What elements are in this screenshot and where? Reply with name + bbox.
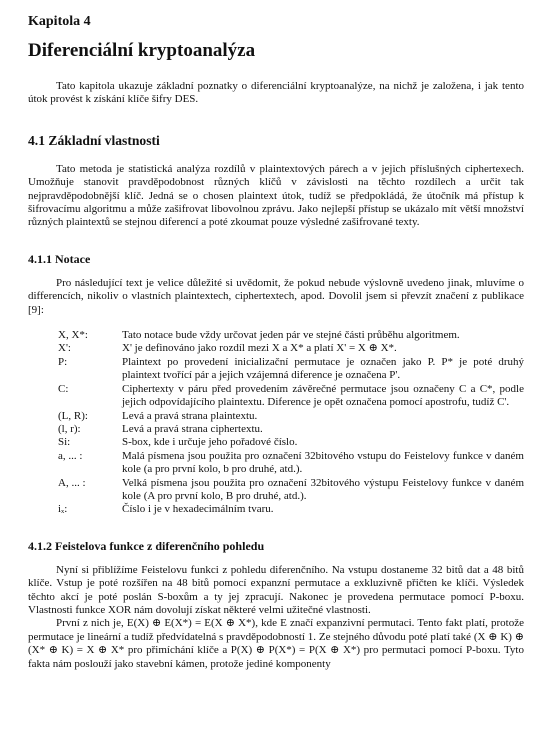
notation-term: a, ... : [58, 449, 83, 462]
section-4-1-paragraph: Tato metoda je statistická analýza rozdílů v plaintextových párech a v jejich příslušných ciphertexech. Umožňuje stanovit pravděpodobnost různých klíčů v závislosti na těchto rozdílech a určit tak nejpravděpodobnější klíč. Jedná se o chosen plaintext útok, tudíž se předpokládá, že útočník má přístup k šifrovacímu algoritmu a může zašifrovat libovolnou zprávu. Jako nejlepší přístup se ukázalo mít větší množství různých plaintextů se stejnou diferencí a poté zkoumat pouze výsledné zašifrované texty. [28, 162, 524, 229]
section-heading-4-1: 4.1 Základní vlastnosti [28, 132, 160, 148]
notation-description: S-box, kde i určuje jeho pořadové číslo. [122, 436, 298, 449]
chapter-title: Diferenciální kryptoanalýza [28, 40, 256, 61]
section-4-1-1-paragraph: Pro následující text je velice důležité si uvědomit, že pokud nebude výslovně uvedeno jinak, mluvíme o differencích, nikoliv o vlastních plaintextech, ciphertextech, apod. Dovolil jsem si převzít značení z publikace [9]: [28, 276, 524, 316]
notation-description: Velká písmena jsou použita pro označení 32bitového výstupu Feistelovy funkce v daném kole (A pro první kolo, B pro druhé, atd.). [122, 476, 524, 502]
section-heading-4-1-1: 4.1.1 Notace [28, 251, 91, 266]
notation-item [28, 410, 524, 423]
notation-term: C: [58, 382, 69, 395]
notation-description: Tato notace bude vždy určovat jeden pár ve stejné části průběhu algoritmem. [122, 329, 460, 342]
notation-list [28, 329, 524, 517]
section-4-1-2-paragraph-2: První z nich je, E(X) ⊕ E(X*) = E(X ⊕ X*), kde E značí expanzivní permutaci. Tento fakt platí, protože permutace je lineární a tudíž předvídatelná s pravděpodobností 1. Ze stejného důvodu poté platí také (X ⊕ K) ⊕ (X* ⊕ K) = X ⊕ X* pro přimíchání klíče a P(X) ⊕ P(X*) = P(X ⊕ X*) pro permutaci pomocí P-boxu. Tyto fakta nám poslouží jako stavební kámen, protože jediné komponenty [28, 617, 524, 670]
notation-item [28, 477, 524, 504]
notation-term: X': [58, 342, 71, 355]
notation-item [28, 423, 524, 436]
section-4-1-2 [28, 539, 524, 671]
notation-item [28, 356, 524, 383]
notation-item [28, 450, 524, 477]
notation-term: Si: [58, 436, 71, 449]
notation-description: Ciphertexty v páru před provedením závěrečné permutace jsou označeny C a C*, podle jejich odpovídajícího plaintextu. Diference je opět označena pomocí apostrofu, tudíž C'. [122, 382, 524, 409]
notation-description: Levá a pravá strana plaintextu. [122, 409, 258, 422]
notation-description: Malá písmena jsou použita pro označení 32bitového vstupu do Feistelovy funkce v daném kole (a pro první kolo, b pro druhé, atd.). [122, 449, 524, 476]
notation-item [28, 503, 524, 516]
notation-term: A, ... : [58, 476, 86, 489]
section-heading-4-1-2: 4.1.2 Feistelova funkce z diferenčního pohledu [28, 538, 265, 553]
chapter-label: Kapitola 4 [28, 14, 91, 29]
notation-description: Levá a pravá strana ciphertextu. [122, 422, 263, 435]
notation-term: P: [58, 355, 68, 368]
notation-item [28, 342, 524, 355]
section-4-1-2-paragraph-1: Nyní si přiblížíme Feistelovu funkci z pohledu diferenčního. Na vstupu dostaneme 32 bitů dat a 48 bitů klíče. Vstup je poté rozšířen na 48 bitů pomocí expanzní permutace a exkluzivně přičten ke klíči. Výsledek těchto akcí je poté poslán S-boxům a ty jej zpracují. Nakonec je provedena permutace pomocí P-boxu. Vlastnosti funkce XOR nám dovolují získat některé velmi užitečné vlastnosti. [28, 563, 524, 616]
notation-term: iₓ: [58, 503, 68, 516]
notation-item [28, 436, 524, 449]
notation-description: Číslo i je v hexadecimálním tvaru. [122, 503, 274, 516]
notation-term: (l, r): [58, 422, 81, 435]
intro-paragraph: Tato kapitola ukazuje základní poznatky o diferenciální kryptoanalýze, na nichž je založena, i jak tento útok provést k získání klíče šifry DES. [28, 80, 524, 106]
notation-term: (L, R): [58, 409, 88, 422]
notation-term: X, X*: [58, 329, 88, 342]
notation-item [28, 383, 524, 410]
notation-description: X' je definováno jako rozdíl mezi X a X* a platí X' = X ⊕ X*. [122, 342, 397, 355]
notation-item [28, 329, 524, 342]
notation-description: Plaintext po provedení inicializační permutace je označen jako P. P* je poté druhý plaintext tvořící pár a jejich vzájemná diference je označena P'. [122, 355, 524, 382]
